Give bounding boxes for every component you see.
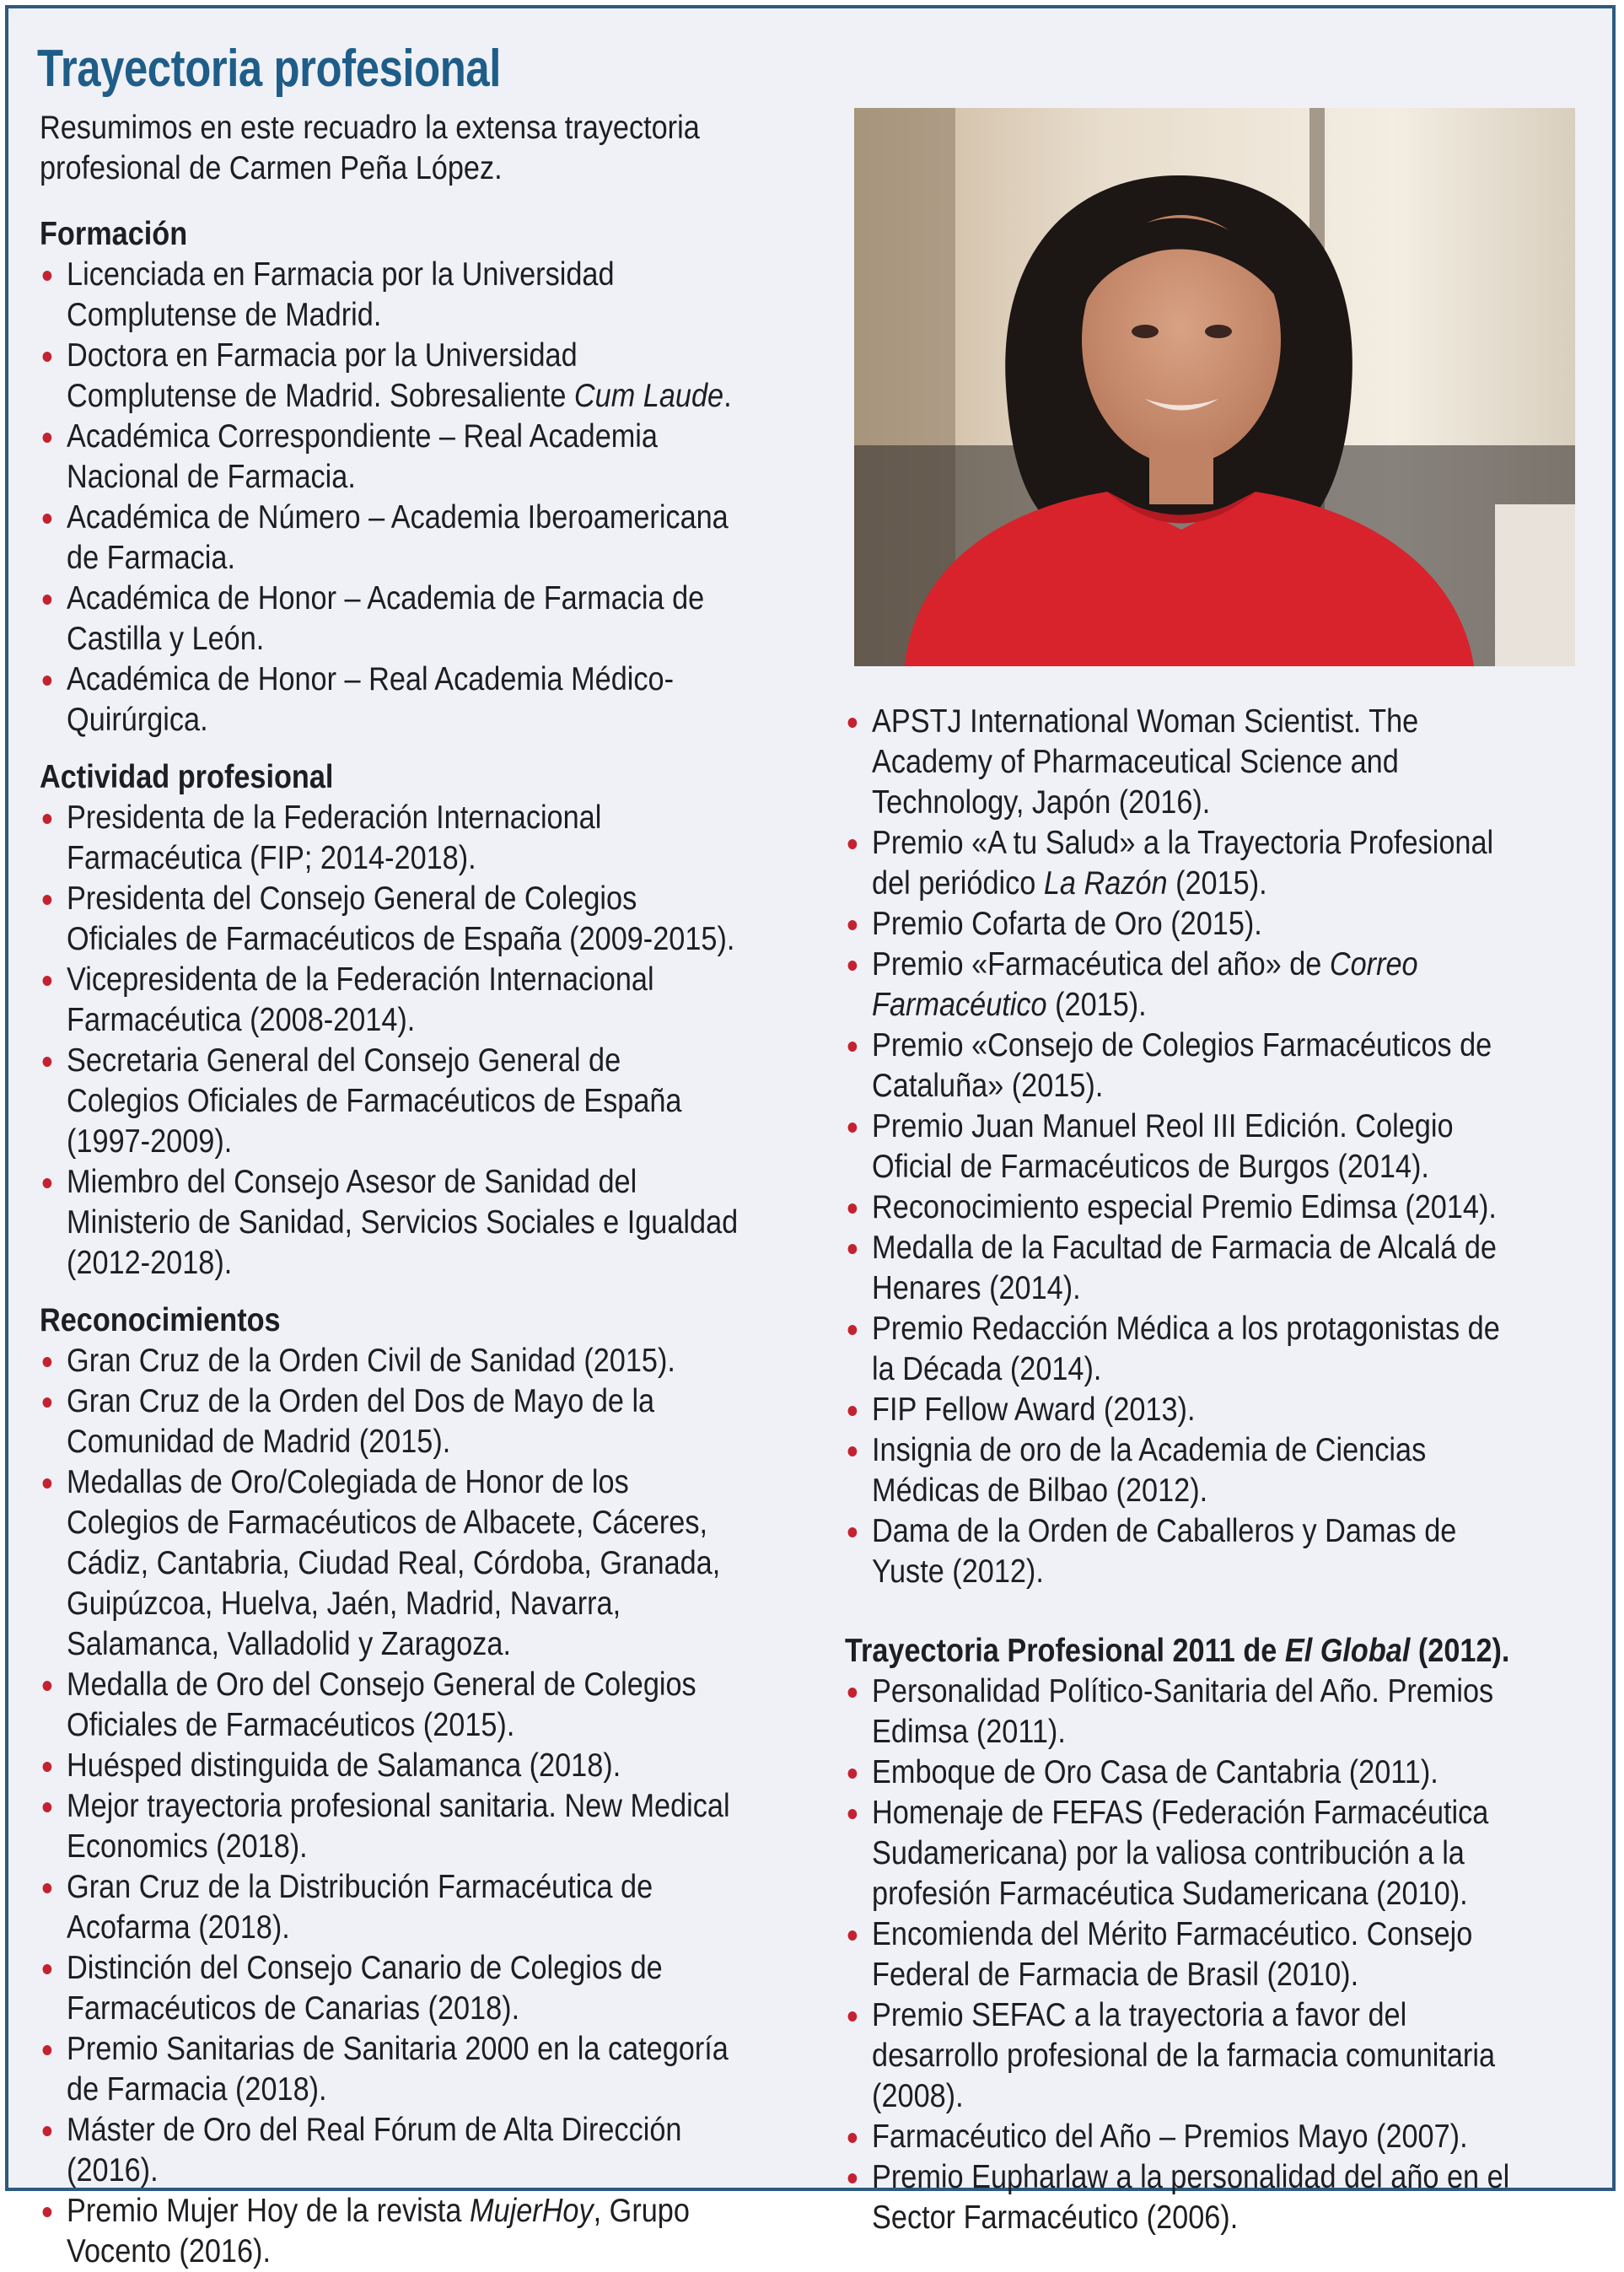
text-segment: Vicepresidenta de la Federación Internacional Farmacéutica (2008-2014).	[67, 961, 654, 1038]
list-item	[845, 1026, 1520, 1106]
bullet-icon	[43, 2207, 52, 2217]
text-segment: Licenciada en Farmacia por la Universidad Complutense de Madrid.	[67, 256, 615, 333]
list-item	[40, 1786, 739, 1867]
list-item	[845, 702, 1520, 823]
section-heading: Actividad profesional	[40, 759, 334, 795]
section-heading: Formación	[40, 216, 188, 252]
formacion-list	[40, 255, 739, 740]
text-segment: Reconocimiento especial Premio Edimsa (2014).	[872, 1189, 1497, 1225]
text-segment: Doctora en Farmacia por la Universidad Complutense de Madrid. Sobresaliente	[67, 337, 578, 414]
text-segment: APSTJ International Woman Scientist. The Academy of Pharmaceutical Science and Technology, Japón (2016).	[872, 703, 1419, 821]
list-item	[40, 1381, 739, 1462]
portrait-photo	[854, 108, 1575, 666]
list-item	[845, 1309, 1520, 1390]
list-item	[40, 2191, 739, 2272]
text-segment: Medalla de la Facultad de Farmacia de Alcalá de Henares (2014).	[872, 1230, 1497, 1306]
list-item	[40, 2110, 739, 2191]
text-segment: Homenaje de FEFAS (Federación Farmacéutica Sudamericana) por la valiosa contribución a la profesión Farmacéutica Sudamericana (2010).	[872, 1795, 1489, 1912]
portrait-illustration	[854, 108, 1575, 666]
bullet-icon	[43, 1057, 52, 1067]
text-segment: Premio «Farmacéutica del año» de	[872, 946, 1330, 983]
bullet-icon	[43, 514, 52, 524]
text-segment: (2012).	[1410, 1633, 1510, 1669]
bullet-icon	[43, 2045, 52, 2055]
list-item	[845, 945, 1520, 1026]
list-item	[40, 1462, 739, 1665]
list-item	[40, 1341, 739, 1381]
italic-title: MujerHoy	[470, 2193, 594, 2229]
bullet-icon	[848, 2011, 858, 2022]
text-segment: Máster de Oro del Real Fórum de Alta Dirección (2016).	[67, 2112, 682, 2189]
list-item	[40, 2029, 739, 2110]
bullet-icon	[848, 1203, 858, 1214]
text-segment: Académica Correspondiente – Real Academia Nacional de Farmacia.	[67, 418, 658, 495]
list-item	[40, 879, 739, 960]
bullet-icon	[848, 920, 858, 930]
bullet-icon	[848, 1527, 858, 1537]
list-item	[40, 336, 739, 417]
text-segment: Huésped distinguida de Salamanca (2018).	[67, 1747, 621, 1784]
bullet-icon	[43, 676, 52, 686]
text-segment: Premio SEFAC a la trayectoria a favor del desarrollo profesional de la farmacia comunitaria (2008).	[872, 1997, 1496, 2114]
right-column	[845, 702, 1520, 2238]
bullet-icon	[43, 1883, 52, 1893]
bullet-icon	[848, 1930, 858, 1941]
text-segment: Medalla de Oro del Consejo General de Colegios Oficiales de Farmacéuticos (2015).	[67, 1666, 696, 1743]
list-item	[40, 1162, 739, 1284]
bullet-icon	[848, 1244, 858, 1254]
bullet-icon	[848, 1809, 858, 1819]
list-item	[845, 904, 1520, 945]
text-segment: Presidenta de la Federación Internacional Farmacéutica (FIP; 2014-2018).	[67, 800, 602, 876]
text-segment: Encomienda del Mérito Farmacéutico. Consejo Federal de Farmacia de Brasil (2010).	[872, 1916, 1473, 1993]
text-segment: Premio Juan Manuel Reol III Edición. Colegio Oficial de Farmacéuticos de Burgos (2014).	[872, 1108, 1454, 1185]
list-item	[40, 1867, 739, 1948]
bullet-icon	[43, 976, 52, 986]
list-item	[40, 960, 739, 1041]
text-segment: Insignia de oro de la Academia de Ciencias Médicas de Bilbao (2012).	[872, 1432, 1427, 1509]
bullet-icon	[43, 895, 52, 905]
list-item	[845, 1390, 1520, 1430]
list-item	[845, 1430, 1520, 1511]
text-segment: Premio Cofarta de Oro (2015).	[872, 906, 1262, 942]
bullet-icon	[43, 271, 52, 281]
italic-title: El Global	[1284, 1633, 1411, 1669]
text-segment: Miembro del Consejo Asesor de Sanidad del Ministerio de Sanidad, Servicios Sociales e Igualdad (2012-2018).	[67, 1164, 739, 1281]
bullet-icon	[848, 718, 858, 728]
bullet-icon	[43, 433, 52, 443]
text-segment: Gran Cruz de la Orden del Dos de Mayo de la Comunidad de Madrid (2015).	[67, 1383, 655, 1460]
actividad-list	[40, 798, 739, 1284]
list-item	[845, 1228, 1520, 1309]
list-item	[40, 417, 739, 498]
section-heading-elglobal	[845, 1631, 1520, 1672]
list-item	[845, 2157, 1520, 2238]
reconocimientos-list-continued	[845, 702, 1520, 1592]
left-column	[40, 108, 739, 2272]
list-item	[845, 1914, 1520, 1995]
text-segment: Medallas de Oro/Colegiada de Honor de los Colegios de Farmacéuticos de Albacete, Cáceres, Cádiz, Cantabria, Ciudad Real, Córdoba, Granada, Guipúzcoa, Huelva, Jaén, Madrid, Navarra, Salamanca, Valladolid y Zaragoza.	[67, 1464, 721, 1662]
list-item	[845, 1672, 1520, 1752]
list-item	[845, 2117, 1520, 2157]
text-segment: Premio Mujer Hoy de la revista	[67, 2193, 471, 2229]
text-segment: Gran Cruz de la Distribución Farmacéutica de Acofarma (2018).	[67, 1869, 653, 1946]
bullet-icon	[43, 1802, 52, 1812]
list-item	[845, 1511, 1520, 1592]
text-segment: FIP Fellow Award (2013).	[872, 1392, 1196, 1428]
bullet-icon	[43, 2126, 52, 2136]
elglobal-list	[845, 1672, 1520, 2238]
text-segment: Personalidad Político-Sanitaria del Año. Premios Edimsa (2011).	[872, 1673, 1494, 1750]
bullet-icon	[848, 1042, 858, 1052]
text-segment: Premio Redacción Médica a los protagonistas de la Década (2014).	[872, 1311, 1500, 1387]
text-segment: Farmacéutico del Año – Premios Mayo (2007).	[872, 2119, 1468, 2155]
text-segment: Académica de Honor – Academia de Farmacia de Castilla y León.	[67, 580, 705, 657]
section-actividad	[40, 757, 739, 1284]
bullet-icon	[43, 1964, 52, 1974]
profile-box	[5, 5, 1616, 2269]
bullet-icon	[43, 595, 52, 605]
italic-title: La Razón	[1043, 865, 1168, 902]
box-title: Trayectoria profesional	[37, 40, 502, 98]
bullet-icon	[43, 1178, 52, 1188]
list-item	[40, 579, 739, 660]
list-item	[40, 1041, 739, 1162]
bullet-icon	[848, 1325, 858, 1335]
bullet-icon	[43, 1397, 52, 1408]
bullet-icon	[43, 352, 52, 362]
text-segment: Premio Sanitarias de Sanitaria 2000 en la categoría de Farmacia (2018).	[67, 2031, 729, 2108]
text-segment: Académica de Número – Academia Iberoamericana de Farmacia.	[67, 499, 729, 576]
italic-title: Correo Farmacéutico	[872, 946, 1418, 1023]
section-heading: Reconocimientos	[40, 1302, 281, 1338]
bullet-icon	[848, 1688, 858, 1698]
list-item	[845, 1187, 1520, 1228]
text-segment: Distinción del Consejo Canario de Colegios de Farmacéuticos de Canarias (2018).	[67, 1950, 663, 2027]
bullet-icon	[43, 814, 52, 824]
bullet-icon	[848, 839, 858, 849]
bullet-icon	[43, 1357, 52, 1367]
list-item	[40, 498, 739, 579]
text-segment: Premio «A tu Salud» a la Trayectoria Profesional del periódico	[872, 825, 1494, 902]
section-elglobal	[845, 1631, 1520, 2238]
text-segment: Dama de la Orden de Caballeros y Damas de Yuste (2012).	[872, 1513, 1457, 1590]
bullet-icon	[43, 1681, 52, 1691]
reconocimientos-list	[40, 1341, 739, 2272]
list-item	[40, 1746, 739, 1786]
list-item	[845, 1106, 1520, 1187]
list-item	[845, 1995, 1520, 2117]
text-segment: Premio «Consejo de Colegios Farmacéuticos de Cataluña» (2015).	[872, 1027, 1492, 1104]
text-segment: Presidenta del Consejo General de Colegios Oficiales de Farmacéuticos de España (2009-2015).	[67, 880, 735, 957]
text-segment: , Grupo Vocento (2016).	[67, 2193, 690, 2269]
bullet-icon	[848, 1123, 858, 1133]
section-reconocimientos	[40, 1300, 739, 2272]
bullet-icon	[43, 1478, 52, 1489]
list-item	[40, 660, 739, 740]
list-item	[845, 1793, 1520, 1914]
bullet-icon	[848, 1446, 858, 1456]
list-item	[845, 1752, 1520, 1793]
bullet-icon	[848, 2173, 858, 2183]
text-segment: Premio Eupharlaw a la personalidad del año en el Sector Farmacéutico (2006).	[872, 2159, 1510, 2236]
text-segment: (2015).	[1046, 987, 1147, 1023]
bullet-icon	[848, 1769, 858, 1779]
italic-title: Cum Laude	[573, 378, 724, 414]
list-item	[40, 1665, 739, 1746]
text-segment: (2015).	[1167, 865, 1267, 902]
list-item	[40, 1948, 739, 2029]
list-item	[40, 798, 739, 879]
text-segment: Mejor trayectoria profesional sanitaria. New Medical Economics (2018).	[67, 1788, 730, 1865]
list-item	[845, 823, 1520, 904]
text-segment: Gran Cruz de la Orden Civil de Sanidad (2015).	[67, 1343, 675, 1379]
section-formacion	[40, 214, 739, 740]
intro-text: Resumimos en este recuadro la extensa trayectoria profesional de Carmen Peña López.	[40, 110, 700, 186]
bullet-icon	[848, 2133, 858, 2143]
text-segment: Secretaria General del Consejo General de Colegios Oficiales de Farmacéuticos de España (1997-2009).	[67, 1042, 682, 1160]
text-segment: Académica de Honor – Real Academia Médico-Quirúrgica.	[67, 661, 674, 738]
text-segment: .	[723, 378, 732, 414]
bullet-icon	[848, 1406, 858, 1416]
text-segment: Emboque de Oro Casa de Cantabria (2011).	[872, 1754, 1438, 1790]
bullet-icon	[848, 961, 858, 971]
list-item	[40, 255, 739, 336]
bullet-icon	[43, 1762, 52, 1772]
text-segment: Trayectoria Profesional 2011 de	[845, 1633, 1285, 1669]
